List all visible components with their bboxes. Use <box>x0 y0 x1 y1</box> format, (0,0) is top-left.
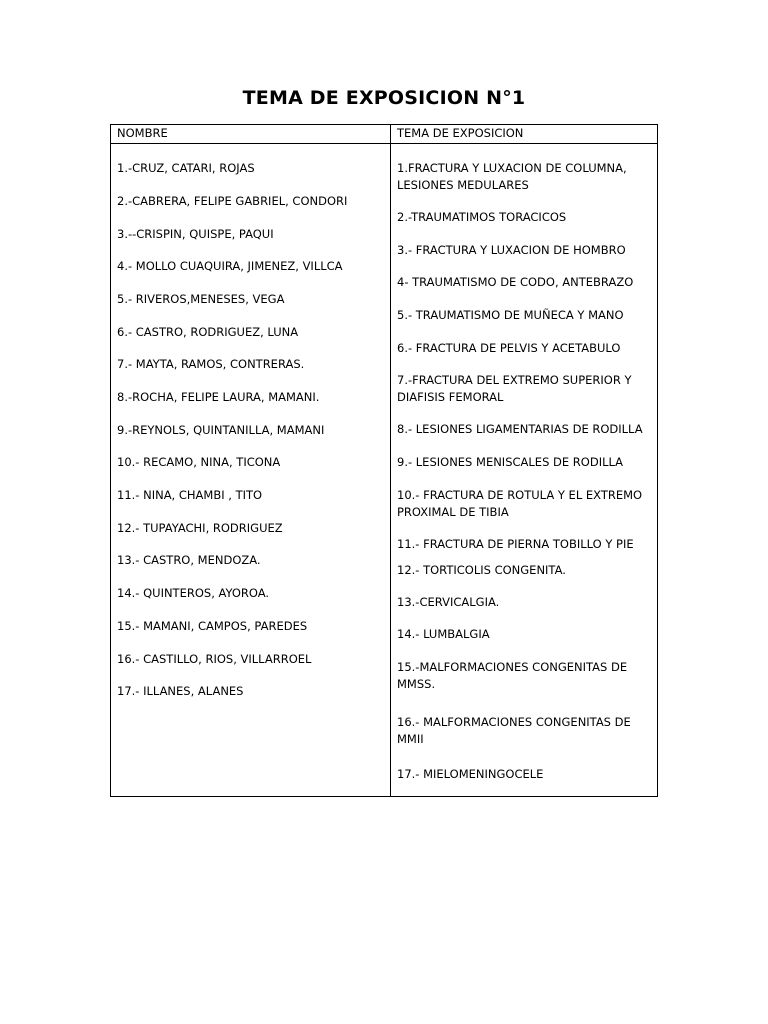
header-tema: TEMA DE EXPOSICION <box>391 125 658 144</box>
list-item-tema: 16.- MALFORMACIONES CONGENITAS DE MMII <box>397 715 631 746</box>
list-item-nombre: 2.-CABRERA, FELIPE GABRIEL, CONDORI <box>117 194 348 208</box>
temas-cell <box>391 144 658 797</box>
list-item-tema: 8.- LESIONES LIGAMENTARIAS DE RODILLA <box>397 422 643 436</box>
list-item-nombre: 3.--CRISPIN, QUISPE, PAQUI <box>117 227 274 241</box>
page-title: TEMA DE EXPOSICION N°1 <box>242 87 526 109</box>
list-item-tema: 14.- LUMBALGIA <box>397 627 490 641</box>
list-item-nombre: 16.- CASTILLO, RIOS, VILLARROEL <box>117 652 312 666</box>
list-item-nombre: 10.- RECAMO, NINA, TICONA <box>117 455 281 469</box>
list-item-tema: 5.- TRAUMATISMO DE MUÑECA Y MANO <box>397 308 624 322</box>
list-item-tema: 11.- FRACTURA DE PIERNA TOBILLO Y PIE <box>397 537 634 551</box>
list-item-tema: 7.-FRACTURA DEL EXTREMO SUPERIOR Y DIAFISIS FEMORAL <box>397 373 632 404</box>
list-item-tema: 4- TRAUMATISMO DE CODO, ANTEBRAZO <box>397 275 634 289</box>
list-item-tema: 12.- TORTICOLIS CONGENITA. <box>397 563 566 577</box>
list-item-tema: 1.FRACTURA Y LUXACION DE COLUMNA, LESIONES MEDULARES <box>397 161 627 192</box>
list-item-nombre: 13.- CASTRO, MENDOZA. <box>117 553 261 567</box>
list-item-nombre: 4.- MOLLO CUAQUIRA, JIMENEZ, VILLCA <box>117 259 343 273</box>
list-item-nombre: 9.-REYNOLS, QUINTANILLA, MAMANI <box>117 423 325 437</box>
list-item-tema: 9.- LESIONES MENISCALES DE RODILLA <box>397 455 624 469</box>
nombres-cell <box>111 144 391 797</box>
list-item-nombre: 5.- RIVEROS,MENESES, VEGA <box>117 292 285 306</box>
list-item-nombre: 1.-CRUZ, CATARI, ROJAS <box>117 161 255 175</box>
list-item-tema: 2.-TRAUMATIMOS TORACICOS <box>397 210 567 224</box>
exposition-table <box>110 124 658 797</box>
list-item-tema: 6.- FRACTURA DE PELVIS Y ACETABULO <box>397 341 621 355</box>
header-nombre: NOMBRE <box>111 125 391 144</box>
list-item-tema: 13.-CERVICALGIA. <box>397 595 500 609</box>
list-item-tema: 3.- FRACTURA Y LUXACION DE HOMBRO <box>397 243 626 257</box>
list-item-nombre: 11.- NINA, CHAMBI , TITO <box>117 488 263 502</box>
list-item-tema: 15.-MALFORMACIONES CONGENITAS DE MMSS. <box>397 660 628 691</box>
list-item-nombre: 12.- TUPAYACHI, RODRIGUEZ <box>117 521 283 535</box>
table-body-row <box>111 144 658 797</box>
table-header-row <box>111 125 658 144</box>
list-item-nombre: 8.-ROCHA, FELIPE LAURA, MAMANI. <box>117 390 320 404</box>
list-item-nombre: 15.- MAMANI, CAMPOS, PAREDES <box>117 619 308 633</box>
list-item-tema: 10.- FRACTURA DE ROTULA Y EL EXTREMO PROXIMAL DE TIBIA <box>397 488 643 519</box>
list-item-nombre: 7.- MAYTA, RAMOS, CONTRERAS. <box>117 357 305 371</box>
list-item-nombre: 17.- ILLANES, ALANES <box>117 684 244 698</box>
list-item-nombre: 6.- CASTRO, RODRIGUEZ, LUNA <box>117 325 299 339</box>
list-item-nombre: 14.- QUINTEROS, AYOROA. <box>117 586 270 600</box>
list-item-tema: 17.- MIELOMENINGOCELE <box>397 767 544 781</box>
